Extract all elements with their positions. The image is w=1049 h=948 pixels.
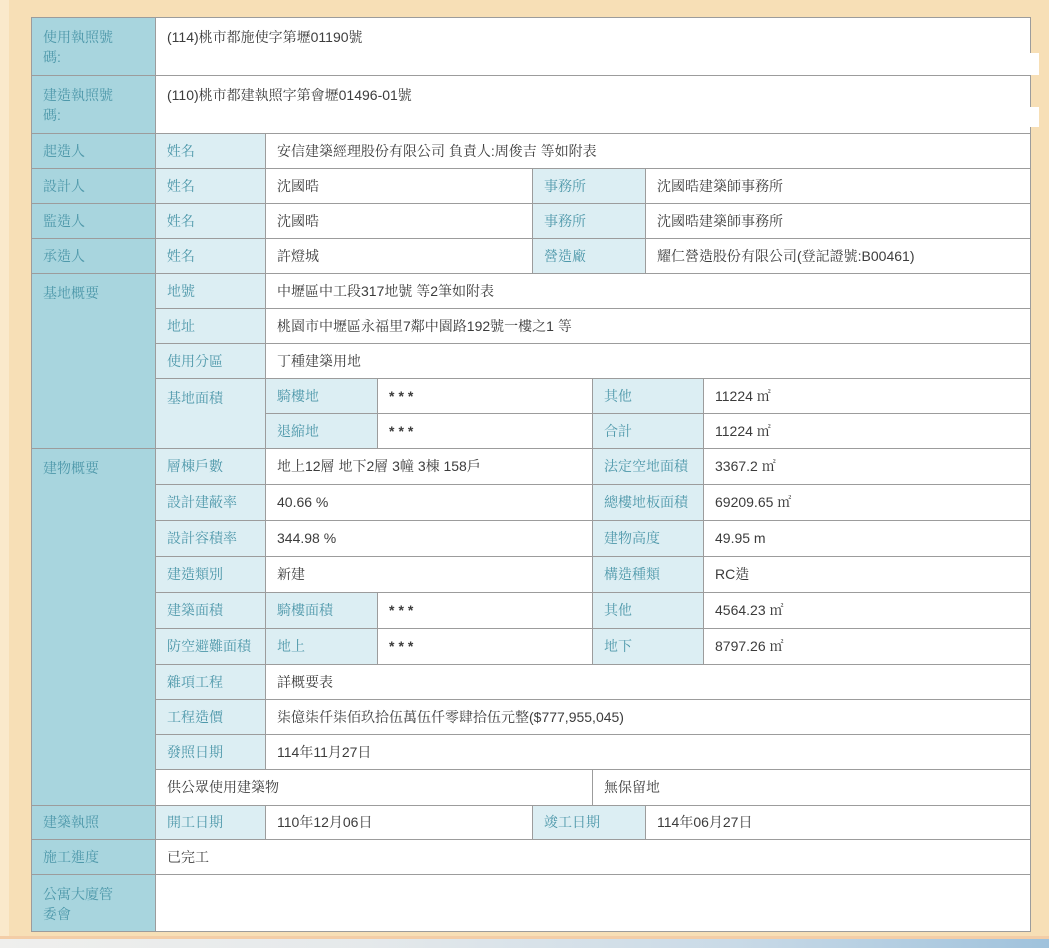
table-row-site-lot xyxy=(32,274,1031,309)
misc-works-label: 雜項工程 xyxy=(156,665,266,700)
completion-date-value: 114年06月27日 xyxy=(646,806,1031,840)
public-use-cell: 供公眾使用建築物 xyxy=(156,770,593,806)
contractor-name-value: 許燈城 xyxy=(266,239,533,274)
page-left-edge xyxy=(0,0,9,939)
contractor-label: 承造人 xyxy=(32,239,156,274)
right-edge-notch xyxy=(1029,53,1039,75)
right-edge-notch xyxy=(1029,107,1039,127)
building-structure-type-label: 構造種類 xyxy=(593,557,704,593)
building-far-value: 344.98 % xyxy=(266,521,593,557)
building-height-value: 49.95 m xyxy=(704,521,1031,557)
building-total-floor-area-value: 69209.65 ㎡ xyxy=(704,485,1031,521)
table-row-progress xyxy=(32,840,1031,875)
table-row-designer xyxy=(32,169,1031,204)
license-label: 建築執照 xyxy=(32,806,156,840)
shelter-area-below-label: 地下 xyxy=(593,629,704,665)
building-permit-table xyxy=(31,17,1031,932)
building-legal-open-area-value: 3367.2 ㎡ xyxy=(704,449,1031,485)
building-legal-open-area-label: 法定空地面積 xyxy=(593,449,704,485)
site-area-setback-label: 退縮地 xyxy=(266,414,378,449)
site-area-setback-value: *** xyxy=(378,414,593,449)
supervisor-name-label: 姓名 xyxy=(156,204,266,239)
site-address-label: 地址 xyxy=(156,309,266,344)
building-coverage-value: 40.66 % xyxy=(266,485,593,521)
hoa-label: 公寓大廈管委會 xyxy=(32,875,156,932)
table-row-owner xyxy=(32,134,1031,169)
building-floors-value: 地上12層 地下2層 3幢 3棟 158戶 xyxy=(266,449,593,485)
reserved-land-cell: 無保留地 xyxy=(593,770,1031,806)
building-area-label: 建築面積 xyxy=(156,593,266,629)
owner-name-label: 姓名 xyxy=(156,134,266,169)
contractor-firm-label: 營造廠 xyxy=(533,239,646,274)
building-area-other-value: 4564.23 ㎡ xyxy=(704,593,1031,629)
site-lot-value: 中壢區中工段317地號 等2筆如附表 xyxy=(266,274,1031,309)
site-area-other-value: 11224 ㎡ xyxy=(704,379,1031,414)
supervisor-office-label: 事務所 xyxy=(533,204,646,239)
shelter-area-above-label: 地上 xyxy=(266,629,378,665)
table-row-site-area-arcade xyxy=(32,379,1031,414)
designer-label: 設計人 xyxy=(32,169,156,204)
use-permit-value: (114)桃市都施使字第壢01190號 xyxy=(156,18,1031,76)
building-floors-label: 層棟戶數 xyxy=(156,449,266,485)
table-row-use-permit xyxy=(32,18,1031,76)
site-zoning-value: 丁種建築用地 xyxy=(266,344,1031,379)
building-construction-type-value: 新建 xyxy=(266,557,593,593)
table-row-site-address xyxy=(32,309,1031,344)
building-area-other-label: 其他 xyxy=(593,593,704,629)
table-row-issue-date xyxy=(32,735,1031,770)
supervisor-name-value: 沈國晧 xyxy=(266,204,533,239)
table-row-site-zoning xyxy=(32,344,1031,379)
use-permit-label: 使用執照號碼: xyxy=(32,18,156,76)
site-area-arcade-value: *** xyxy=(378,379,593,414)
misc-works-value: 詳概要表 xyxy=(266,665,1031,700)
designer-office-value: 沈國晧建築師事務所 xyxy=(646,169,1031,204)
progress-label: 施工進度 xyxy=(32,840,156,875)
site-zoning-label: 使用分區 xyxy=(156,344,266,379)
site-area-arcade-label: 騎樓地 xyxy=(266,379,378,414)
table-row-building-type xyxy=(32,557,1031,593)
construction-permit-value: (110)桃市都建執照字第會壢01496-01號 xyxy=(156,76,1031,134)
designer-name-label: 姓名 xyxy=(156,169,266,204)
issue-date-label: 發照日期 xyxy=(156,735,266,770)
building-structure-type-value: RC造 xyxy=(704,557,1031,593)
supervisor-office-value: 沈國晧建築師事務所 xyxy=(646,204,1031,239)
building-area-arcade-value: *** xyxy=(378,593,593,629)
building-height-label: 建物高度 xyxy=(593,521,704,557)
cost-value: 柒億柒仟柒佰玖拾伍萬伍仟零肆拾伍元整($777,955,045) xyxy=(266,700,1031,735)
table-row-construction-permit xyxy=(32,76,1031,134)
table-row-supervisor xyxy=(32,204,1031,239)
table-row-building-area xyxy=(32,593,1031,629)
start-date-value: 110年12月06日 xyxy=(266,806,533,840)
table-row-building-coverage xyxy=(32,485,1031,521)
start-date-label: 開工日期 xyxy=(156,806,266,840)
table-row-shelter-area xyxy=(32,629,1031,665)
contractor-name-label: 姓名 xyxy=(156,239,266,274)
table-row-cost xyxy=(32,700,1031,735)
site-address-value: 桃園市中壢區永福里7鄰中園路192號一樓之1 等 xyxy=(266,309,1031,344)
progress-value: 已完工 xyxy=(156,840,1031,875)
table-row-building-far xyxy=(32,521,1031,557)
site-area-other-label: 其他 xyxy=(593,379,704,414)
issue-date-value: 114年11月27日 xyxy=(266,735,1031,770)
table-row-license-dates xyxy=(32,806,1031,840)
owner-label: 起造人 xyxy=(32,134,156,169)
cost-label: 工程造價 xyxy=(156,700,266,735)
site-area-total-value: 11224 ㎡ xyxy=(704,414,1031,449)
table-row-building-floors xyxy=(32,449,1031,485)
site-area-label: 基地面積 xyxy=(156,379,266,449)
completion-date-label: 竣工日期 xyxy=(533,806,646,840)
site-lot-label: 地號 xyxy=(156,274,266,309)
designer-name-value: 沈國晧 xyxy=(266,169,533,204)
hoa-value xyxy=(156,875,1031,932)
construction-permit-label: 建造執照號碼: xyxy=(32,76,156,134)
building-section-label: 建物概要 xyxy=(32,449,156,806)
supervisor-label: 監造人 xyxy=(32,204,156,239)
site-section-label: 基地概要 xyxy=(32,274,156,449)
table-row-misc-works xyxy=(32,665,1031,700)
building-area-arcade-label: 騎樓面積 xyxy=(266,593,378,629)
shelter-area-below-value: 8797.26 ㎡ xyxy=(704,629,1031,665)
table-row-hoa xyxy=(32,875,1031,932)
site-area-total-label: 合計 xyxy=(593,414,704,449)
building-total-floor-area-label: 總樓地板面積 xyxy=(593,485,704,521)
owner-name-value: 安信建築經理股份有限公司 負責人:周俊吉 等如附表 xyxy=(266,134,1031,169)
window-bottom-strip xyxy=(0,939,1049,948)
contractor-firm-value: 耀仁營造股份有限公司(登記證號:B00461) xyxy=(646,239,1031,274)
table-row-contractor xyxy=(32,239,1031,274)
shelter-area-above-value: *** xyxy=(378,629,593,665)
building-construction-type-label: 建造類別 xyxy=(156,557,266,593)
designer-office-label: 事務所 xyxy=(533,169,646,204)
building-coverage-label: 設計建蔽率 xyxy=(156,485,266,521)
table-row-public-use xyxy=(32,770,1031,806)
building-far-label: 設計容積率 xyxy=(156,521,266,557)
shelter-area-label: 防空避難面積 xyxy=(156,629,266,665)
